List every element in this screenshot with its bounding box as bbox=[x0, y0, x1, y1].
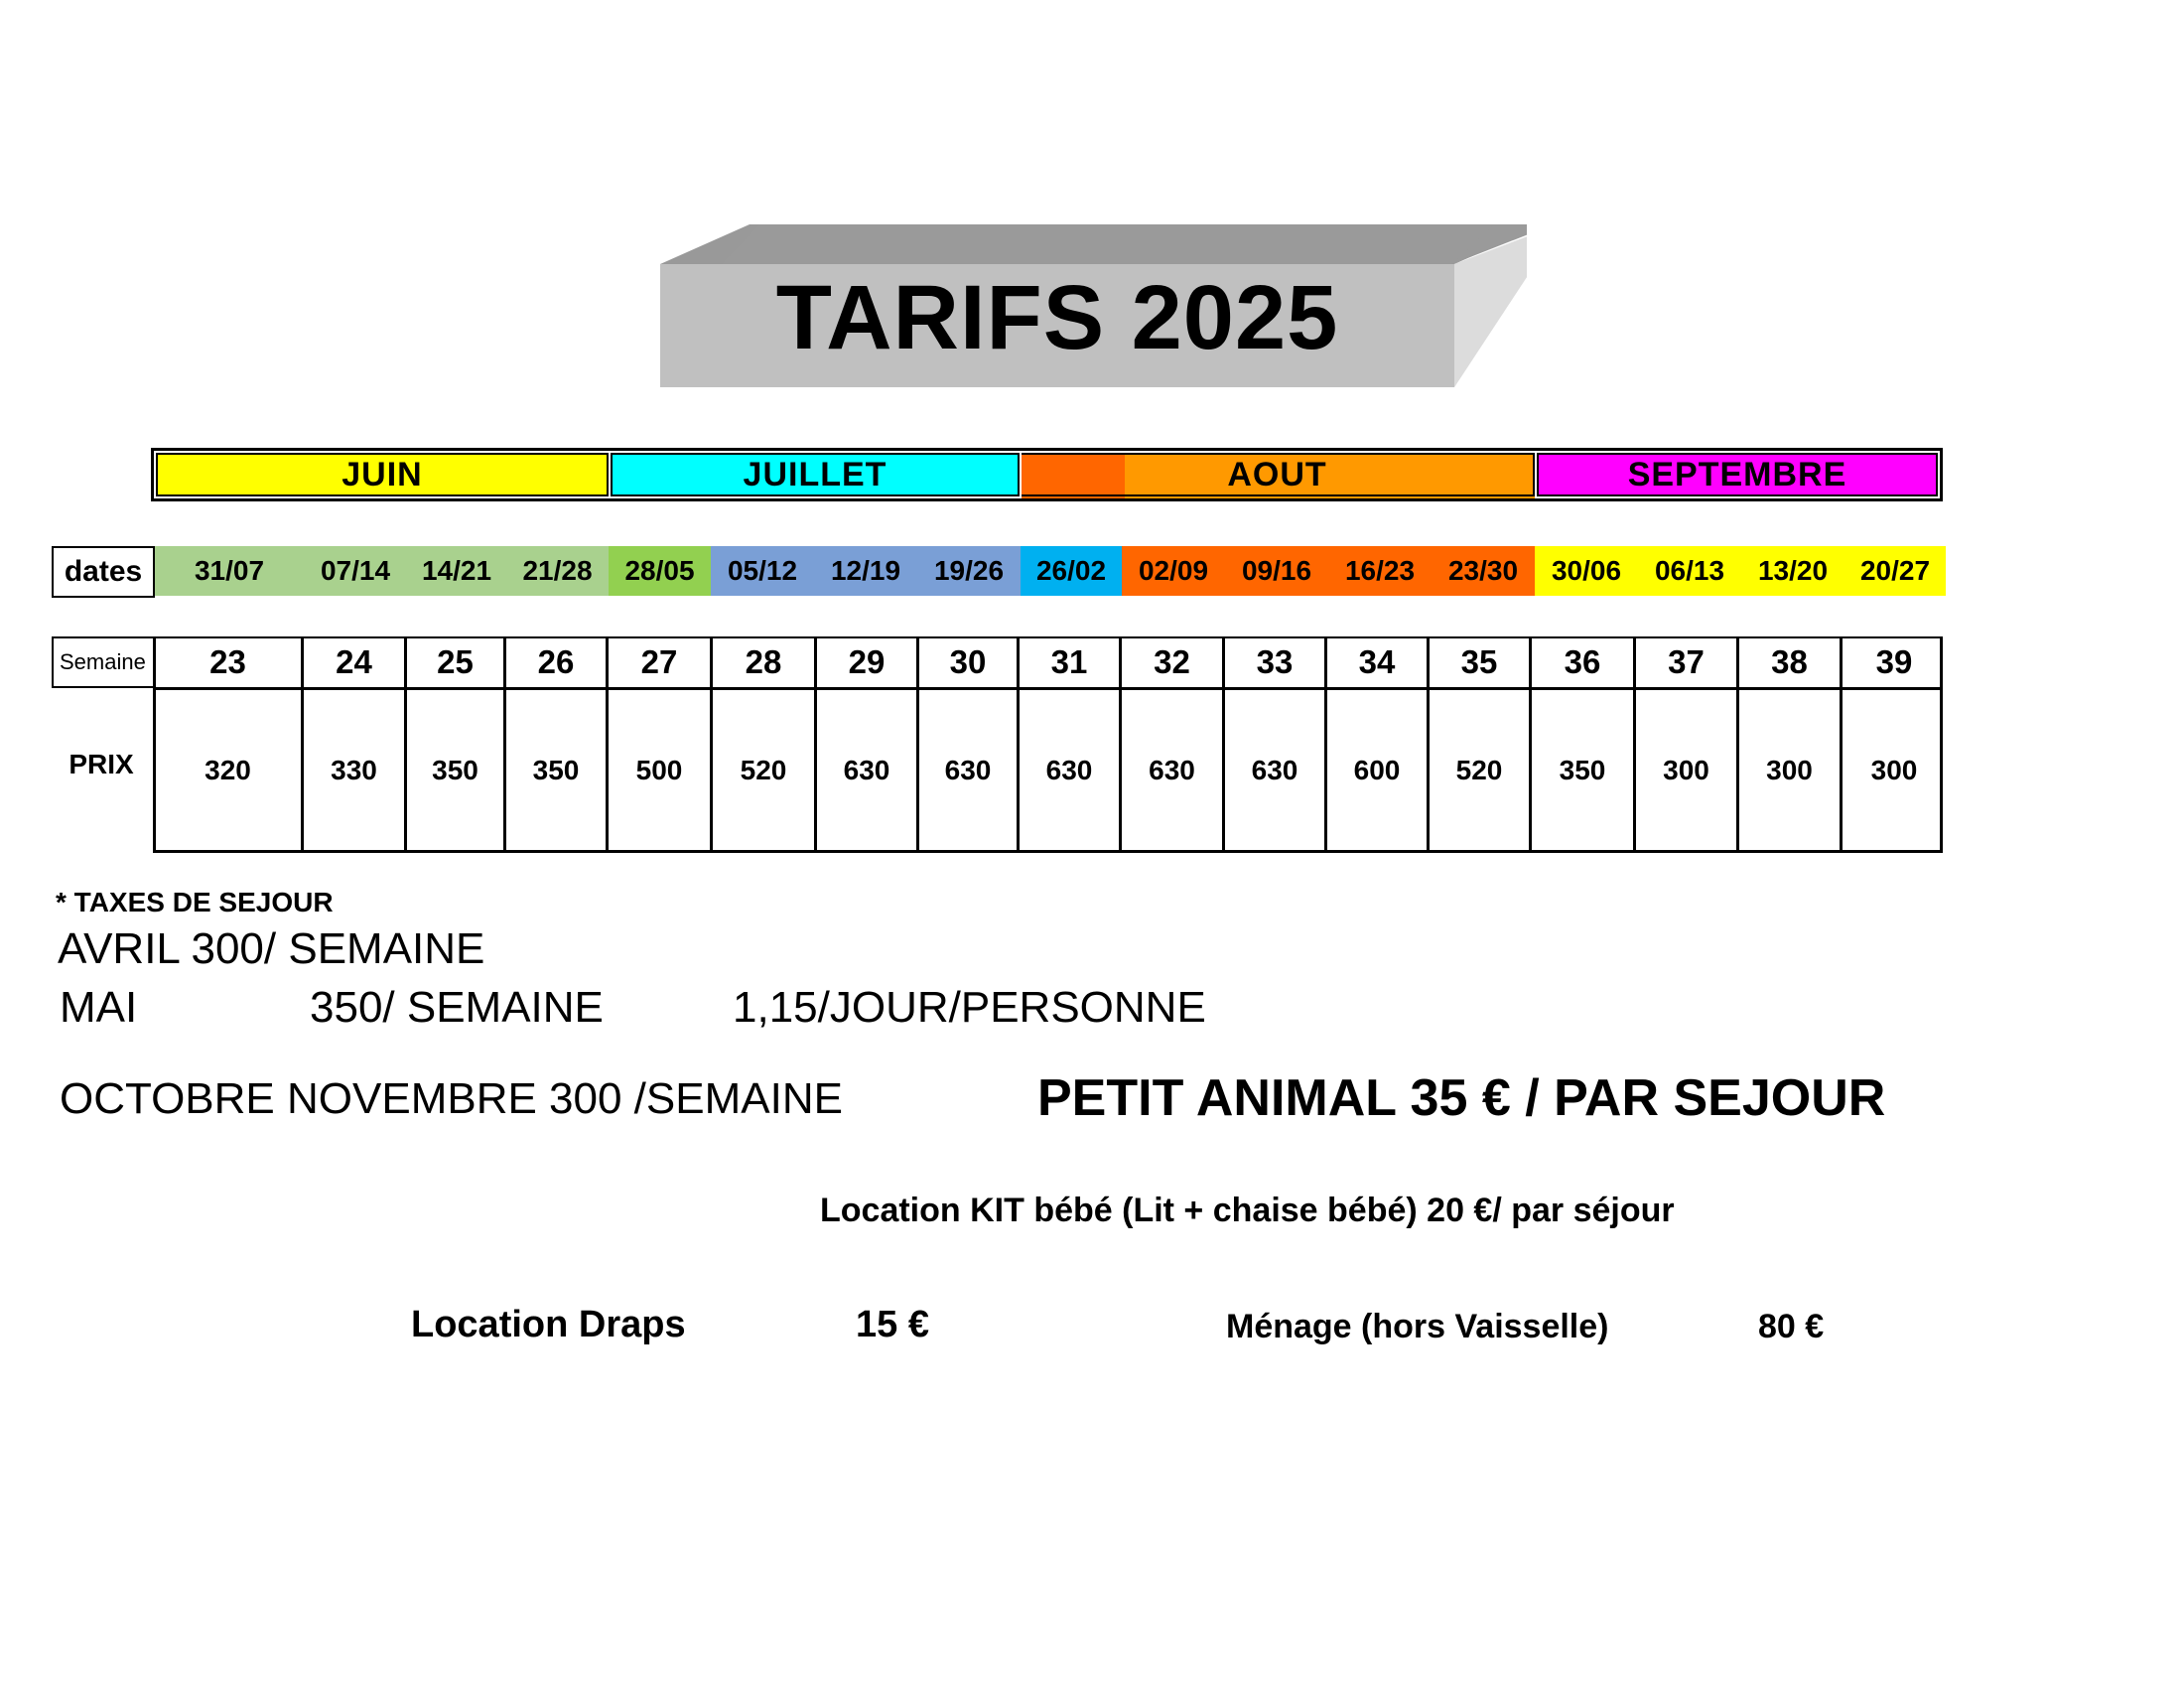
octobre-novembre-rate: OCTOBRE NOVEMBRE 300 /SEMAINE bbox=[60, 1074, 843, 1123]
price-cell: 630 bbox=[1122, 688, 1225, 853]
week-number: 34 bbox=[1327, 636, 1430, 688]
menage-label: Ménage (hors Vaisselle) bbox=[1226, 1308, 1609, 1345]
price-cell: 300 bbox=[1636, 688, 1739, 853]
week-number: 33 bbox=[1225, 636, 1327, 688]
date-cell: 23/30 bbox=[1432, 546, 1535, 596]
avril-rate: AVRIL 300/ SEMAINE bbox=[58, 924, 485, 973]
taxe-sejour-rate: 1,15/JOUR/PERSONNE bbox=[733, 983, 1206, 1032]
price-cell: 520 bbox=[1430, 688, 1532, 853]
month-septembre: SEPTEMBRE bbox=[1537, 453, 1938, 496]
price-cell: 320 bbox=[155, 688, 304, 853]
date-cell: 07/14 bbox=[304, 546, 407, 596]
price-cell: 630 bbox=[1225, 688, 1327, 853]
date-cell: 20/27 bbox=[1844, 546, 1946, 596]
price-cell: 500 bbox=[609, 688, 713, 853]
price-cell: 630 bbox=[817, 688, 919, 853]
price-cell: 330 bbox=[304, 688, 407, 853]
price-cell: 350 bbox=[407, 688, 506, 853]
week-number: 23 bbox=[155, 636, 304, 688]
price-cell: 600 bbox=[1327, 688, 1430, 853]
draps-price: 15 € bbox=[856, 1304, 929, 1345]
date-cell: 02/09 bbox=[1122, 546, 1225, 596]
price-cell: 520 bbox=[713, 688, 817, 853]
price-cell: 350 bbox=[506, 688, 609, 853]
menage-price: 80 € bbox=[1758, 1308, 1825, 1345]
draps-label: Location Draps bbox=[411, 1304, 686, 1345]
date-cell: 21/28 bbox=[506, 546, 609, 596]
date-cell: 28/05 bbox=[609, 546, 711, 596]
mai-rate: 350/ SEMAINE bbox=[310, 983, 604, 1032]
week-number: 27 bbox=[609, 636, 713, 688]
week-number: 25 bbox=[407, 636, 506, 688]
dates-label: dates bbox=[52, 546, 155, 598]
price-cell: 300 bbox=[1870, 755, 1918, 785]
prix-label: PRIX bbox=[68, 749, 134, 779]
week-number: 35 bbox=[1430, 636, 1532, 688]
petit-animal-fee: PETIT ANIMAL 35 € / PAR SEJOUR bbox=[1037, 1069, 1886, 1127]
week-number: 31 bbox=[1020, 636, 1122, 688]
month-juillet: JUILLET bbox=[611, 453, 1020, 496]
mai-month: MAI bbox=[60, 983, 138, 1032]
table-divider bbox=[153, 687, 1943, 690]
price-cell: 630 bbox=[1020, 688, 1122, 853]
semaine-label: Semaine bbox=[52, 636, 155, 688]
price-table bbox=[153, 636, 1943, 853]
month-juin: JUIN bbox=[156, 453, 609, 496]
price-cell: 630 bbox=[919, 688, 1020, 853]
month-aout: AOUT bbox=[1022, 453, 1535, 496]
price-cell: 300 bbox=[1739, 688, 1843, 853]
week-number: 36 bbox=[1532, 636, 1636, 688]
week-number: 37 bbox=[1636, 636, 1739, 688]
date-cell: 13/20 bbox=[1741, 546, 1844, 596]
date-cell: 12/19 bbox=[814, 546, 917, 596]
date-cell: 09/16 bbox=[1225, 546, 1328, 596]
price-cell: 350 bbox=[1532, 688, 1636, 853]
taxes-heading: * TAXES DE SEJOUR bbox=[56, 887, 334, 917]
week-number: 24 bbox=[304, 636, 407, 688]
week-number: 28 bbox=[713, 636, 817, 688]
date-cell: 31/07 bbox=[155, 546, 304, 596]
date-cell: 19/26 bbox=[917, 546, 1021, 596]
date-cell: 06/13 bbox=[1638, 546, 1741, 596]
week-number: 38 bbox=[1739, 636, 1843, 688]
date-cell: 05/12 bbox=[711, 546, 814, 596]
kit-bebe-fee: Location KIT bébé (Lit + chaise bébé) 20 €/ par séjour bbox=[820, 1192, 1675, 1229]
title-banner bbox=[660, 224, 1527, 387]
date-cell: 16/23 bbox=[1328, 546, 1432, 596]
date-cell: 30/06 bbox=[1535, 546, 1638, 596]
week-number: 30 bbox=[919, 636, 1020, 688]
page-title: TARIFS 2025 bbox=[775, 267, 1339, 368]
week-number: 29 bbox=[817, 636, 919, 688]
date-cell: 26/02 bbox=[1021, 546, 1122, 596]
week-number: 39 bbox=[1875, 643, 1913, 680]
week-number: 32 bbox=[1122, 636, 1225, 688]
date-cell: 14/21 bbox=[407, 546, 506, 596]
week-number: 26 bbox=[506, 636, 609, 688]
